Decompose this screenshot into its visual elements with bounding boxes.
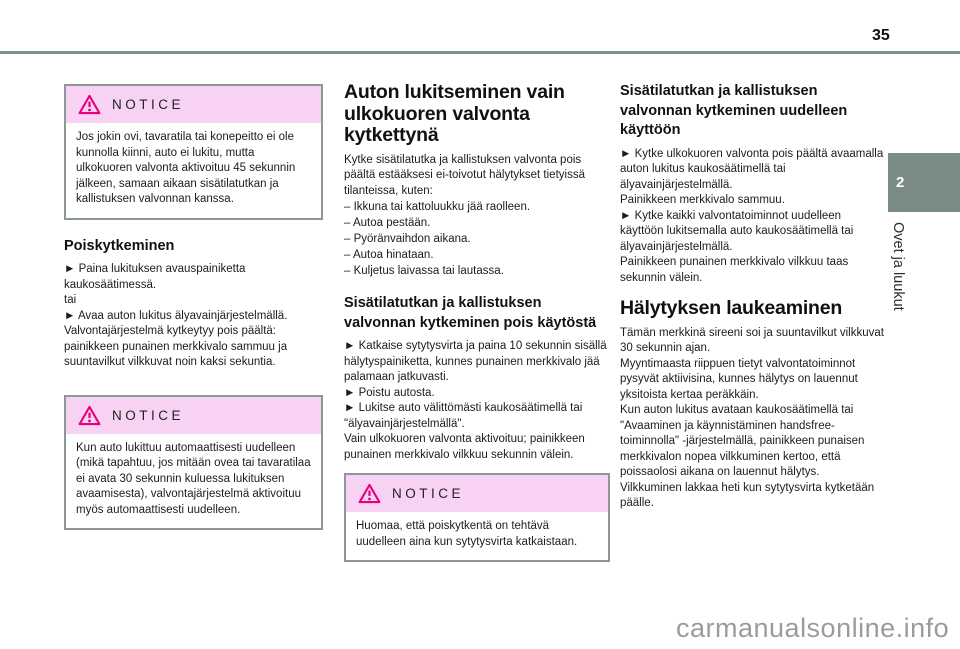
list-item: – Pyöränvaihdon aikana. [344,233,471,245]
warning-triangle-icon [78,405,101,426]
subheading-valvonta-pois: Sisätilatutkan ja kallistuksen valvonnan kytkeminen pois käytöstä [344,295,597,331]
column-right [620,82,884,512]
paragraph: ► Poistu autosta. [344,386,435,399]
paragraph: ► Lukitse auto välittömästi kaukosäätimellä tai "älyavainjärjestelmällä". [344,402,583,430]
column-middle [344,82,610,562]
heading-halytyksen-laukeaminen: Hälytyksen laukeaminen [620,297,843,319]
column-left [64,84,323,530]
paragraph: ► Avaa auton lukitus älyavainjärjestelmällä. [64,309,288,322]
notice-title: NOTICE [112,97,185,112]
paragraph: ► Kytke kaikki valvontatoiminnot uudelleen käyttöön lukitsemalla auto kaukosäätimellä tai älyavainjärjestelmällä. [620,209,854,253]
notice-text: Huomaa, että poiskytkentä on tehtävä uudelleen aina kun sytytysvirta katkaistaan. [356,520,578,548]
warning-triangle-icon [78,94,101,115]
notice-text: Jos jokin ovi, tavaratila tai konepeitto ei ole kunnolla kiinni, auto ei lukitu, mutta ulkokuoren valvonta aktivoituu 45 sekunnin jälkeen, samaan aikaan sisätilatutkan ja kallistuksen valvonnan kanssa. [76,131,296,205]
chapter-tab [888,153,960,212]
paragraph: ► Paina lukituksen avauspainiketta kaukosäätimessä. [64,263,246,291]
list-item: – Autoa pestään. [344,217,431,229]
paragraph: Painikkeen punainen merkkivalo vilkkuu taas sekunnin välein. [620,256,849,284]
list-item: – Ikkuna tai kattoluukku jää raolleen. [344,201,531,213]
notice-box [64,395,323,531]
paragraph: Kun auton lukitus avataan kaukosäätimellä tai "Avaaminen ja käynnistäminen handsfree-toiminnolla" -järjestelmällä, painikkeen punaisen merkkivalon nopea vilkkuminen kertoo, että poissaolosi aikana on lauennut hälytys. Vilkkuminen lakkaa heti kun sytytysvirta kytketään päälle. [620,404,875,509]
list-item: – Kuljetus laivassa tai lautassa. [344,265,504,277]
paragraph: ► Katkaise sytytysvirta ja paina 10 sekunnin sisällä hälytyspainiketta, kunnes punainen merkkivalo jää palamaan jatkuvasti. [344,340,607,383]
paragraph: Vain ulkokuoren valvonta aktivoituu; painikkeen punainen merkkivalo vilkkuu sekunnin välein. [344,433,585,461]
chapter-title-vertical: Ovet ja luukut [890,222,906,311]
header-divider [0,51,960,54]
notice-text: Kun auto lukittuu automaattisesti uudelleen (mikä tapahtuu, jos mitään ovea tai tavaratilaa ei avata 30 sekunnin kuluessa lukituksen avaamisesta), valvontajärjestelmä aktivoituu myös automaattisesti uudelleen. [76,441,311,516]
notice-title: NOTICE [392,486,465,501]
heading-poiskytkeminen: Poiskytkeminen [64,237,175,254]
list-item: – Autoa hinataan. [344,249,434,261]
notice-box [344,473,610,562]
paragraph: ► Kytke ulkokuoren valvonta pois päältä avaamalla auton lukitus kaukosäätimellä tai älyavainjärjestelmällä. [620,147,884,191]
notice-header [66,86,321,123]
notice-title: NOTICE [112,407,185,423]
chapter-number: 2 [896,174,905,191]
notice-header [66,397,321,434]
notice-header [346,475,608,512]
watermark-text: carmanualsonline.info [676,613,950,643]
paragraph: Kytke sisätilatutka ja kallistuksen valvonta pois päältä estääksesi ei-toivotut hälytykset tietyissä tilanteissa, kuten: [344,153,585,197]
notice-box [64,84,323,220]
subheading-valvonta-uudelleen: Sisätilatutkan ja kallistuksen valvonnan kytkeminen uudelleen käyttöön [620,83,848,138]
page-number: 35 [872,27,890,44]
paragraph: Painikkeen merkkivalo sammuu. [620,194,785,206]
paragraph: Myyntimaasta riippuen tietyt valvontatoiminnot pysyvät aktiivisina, kunnes hälytys on lauennut yksitoista kertaa peräkkäin. [620,357,858,401]
paragraph: Valvontajärjestelmä kytkeytyy pois päältä: painikkeen punainen merkkivalo sammuu ja suuntavilkut vilkkuvat noin kaksi sekuntia. [64,325,288,368]
warning-triangle-icon [358,483,381,504]
heading-auton-lukitseminen: Auton lukitseminen vain ulkokuoren valvonta kytkettynä [344,81,565,146]
paragraph: tai [64,294,77,306]
paragraph: Tämän merkkinä sireeni soi ja suuntavilkut vilkkuvat 30 sekunnin ajan. [620,326,884,354]
